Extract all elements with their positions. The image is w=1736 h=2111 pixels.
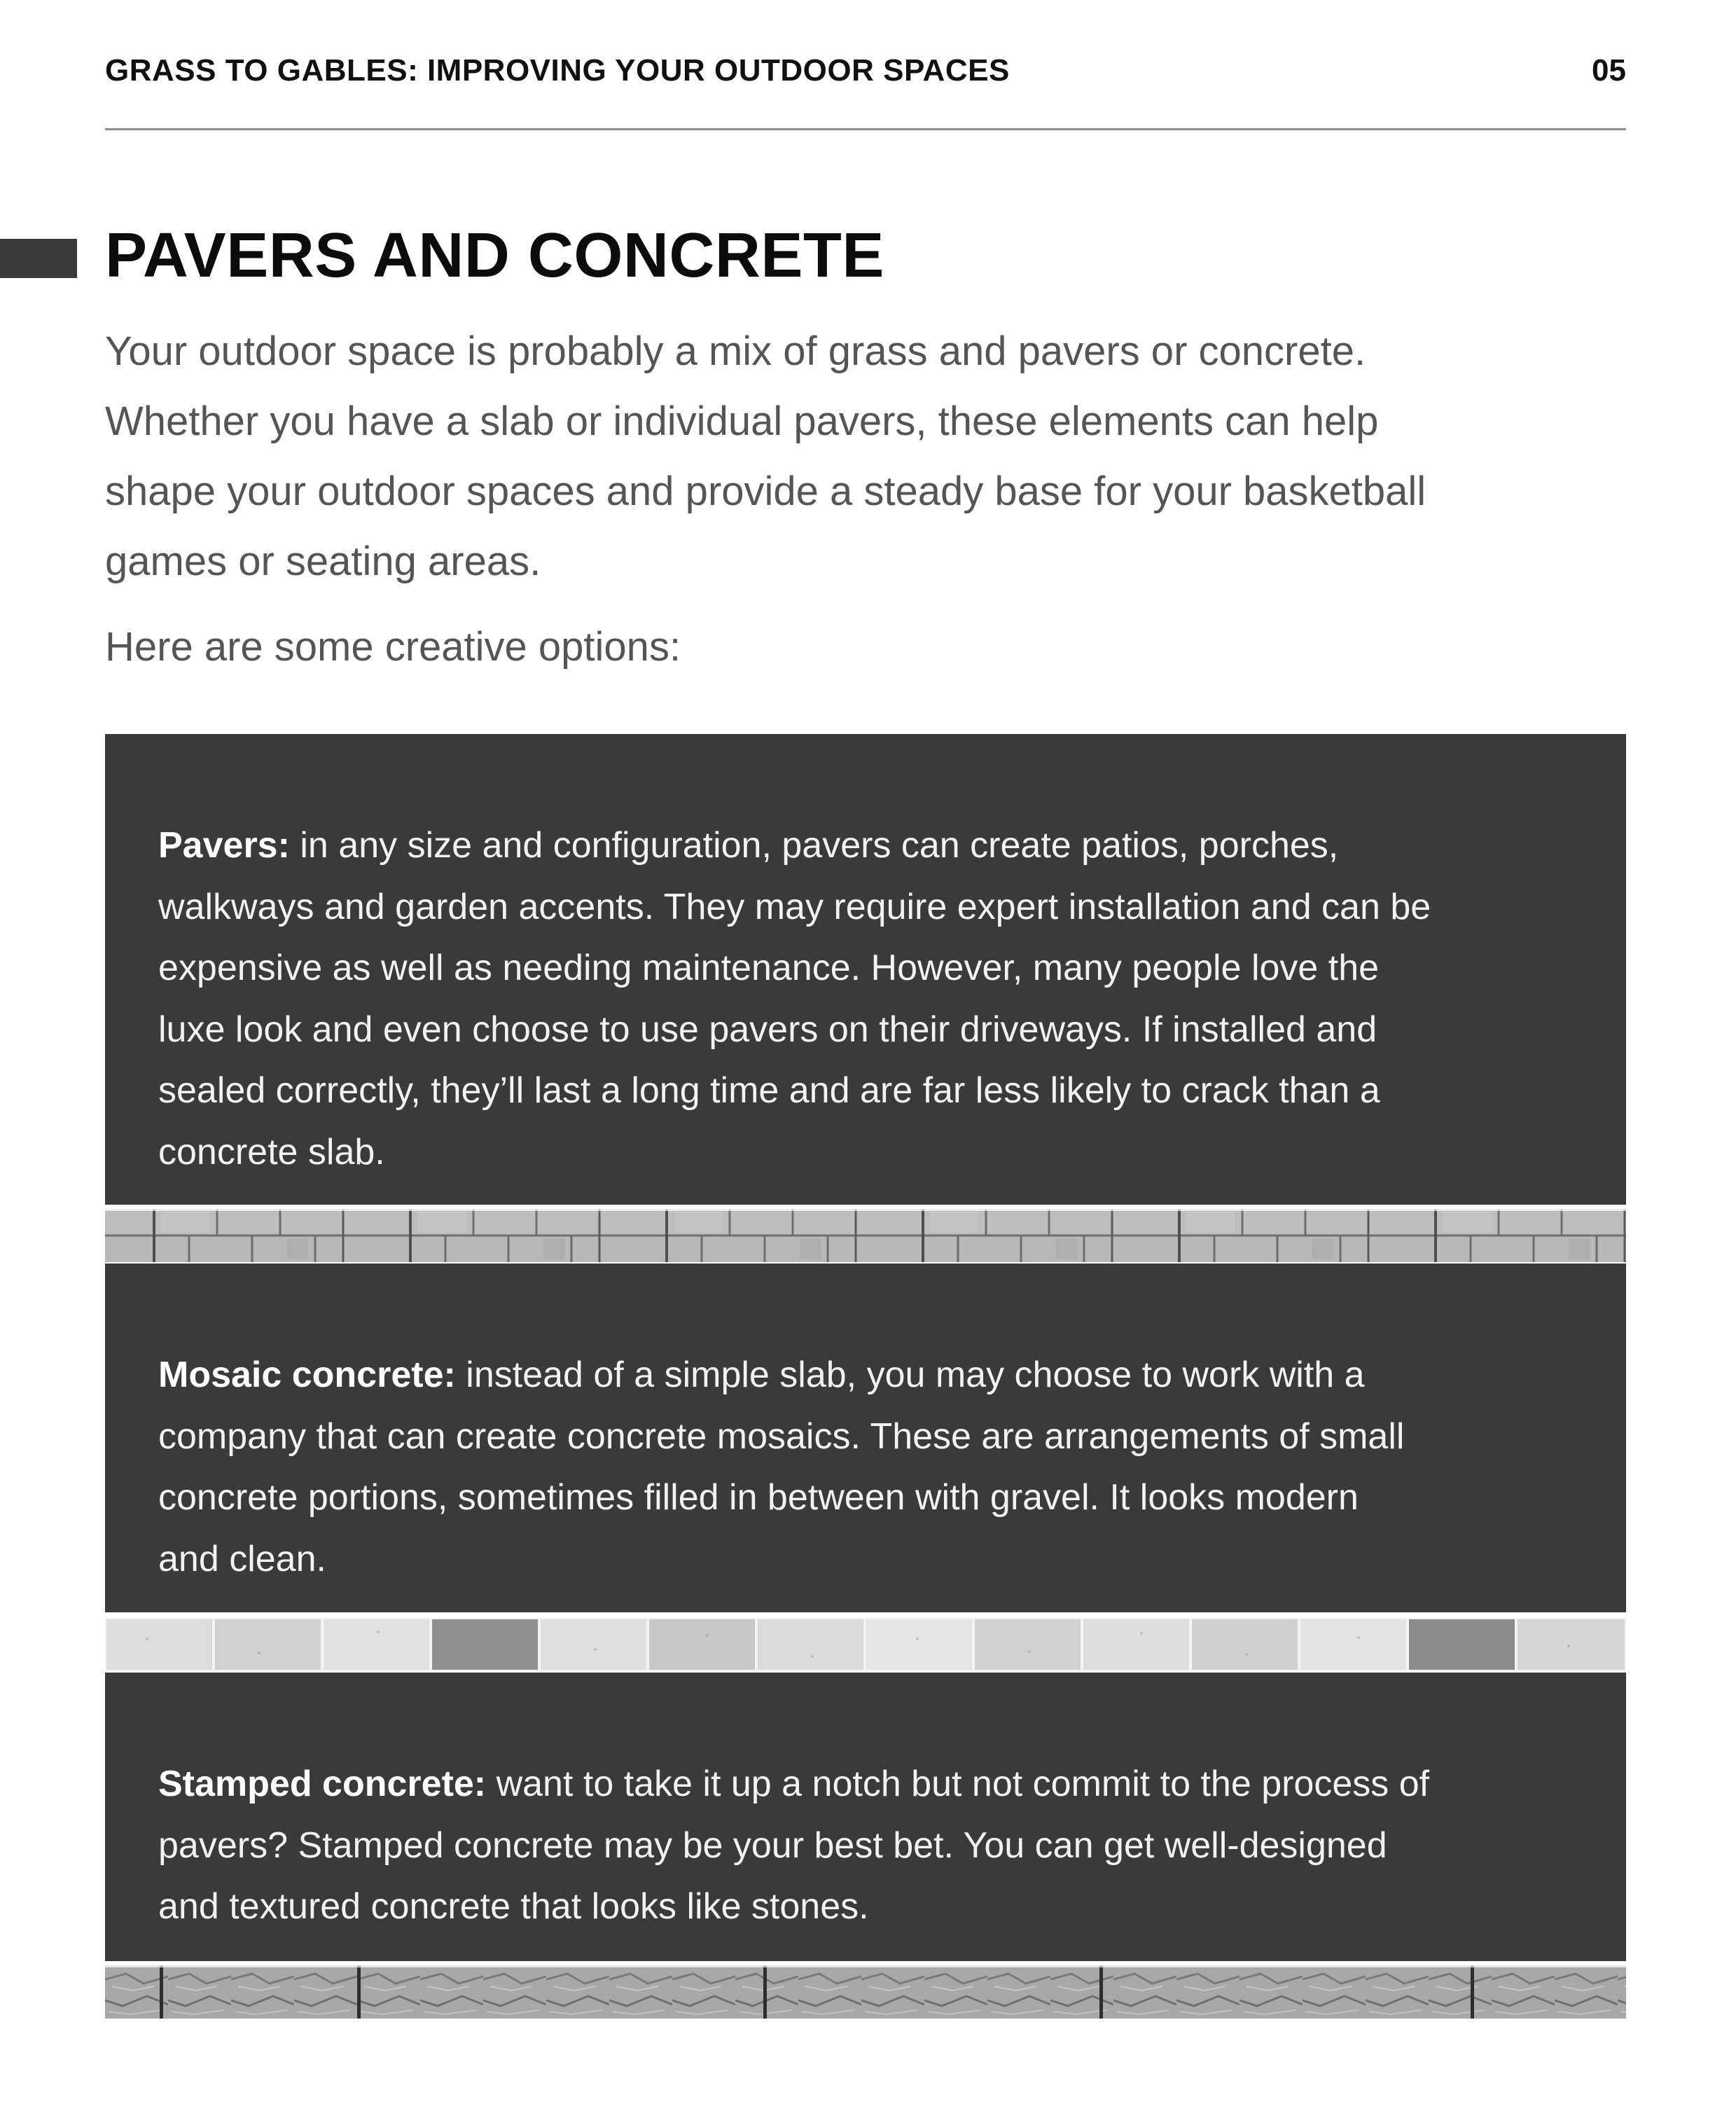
- options-lead: Here are some creative options:: [105, 624, 681, 670]
- mosaic-concrete-texture: [105, 1618, 1626, 1671]
- page-number: 05: [1592, 53, 1626, 88]
- option-panel-pavers: [105, 734, 1626, 1205]
- option-line: pavers? Stamped concrete may be your best bet. You can get well-designed: [158, 1825, 1387, 1866]
- option-line: expensive as well as needing maintenance. However, many people love the: [158, 948, 1380, 988]
- option-line: in any size and configuration, pavers can create patios, porches,: [289, 825, 1339, 866]
- option-text: [158, 815, 1573, 1183]
- option-line: walkways and garden accents. They may require expert installation and can be: [158, 886, 1431, 927]
- document-title: GRASS TO GABLES: IMPROVING YOUR OUTDOOR SPACES: [105, 53, 1010, 88]
- option-line: want to take it up a notch but not commit to the process of: [486, 1764, 1430, 1804]
- intro-line: games or seating areas.: [105, 539, 541, 584]
- intro-line: shape your outdoor spaces and provide a steady base for your basketball: [105, 469, 1426, 514]
- option-line: concrete portions, sometimes filled in between with gravel. It looks modern: [158, 1477, 1359, 1518]
- option-line: instead of a simple slab, you may choose to work with a: [455, 1355, 1365, 1395]
- stamped-texture-graphic: [105, 1965, 1626, 2019]
- option-line: luxe look and even choose to use pavers on their driveways. If installed and: [158, 1009, 1377, 1050]
- section-marker: [0, 239, 77, 278]
- option-line: company that can create concrete mosaics. These are arrangements of small: [158, 1416, 1405, 1457]
- intro-line: Whether you have a slab or individual pavers, these elements can help: [105, 399, 1379, 444]
- paver-texture-graphic: [105, 1209, 1626, 1262]
- option-line: concrete slab.: [158, 1131, 385, 1172]
- paver-brick-texture: [105, 1209, 1626, 1262]
- section-title: PAVERS AND CONCRETE: [105, 221, 884, 291]
- option-term: Pavers:: [158, 825, 290, 866]
- option-text: [158, 1345, 1573, 1590]
- option-line: sealed correctly, they’ll last a long time and are far less likely to crack than a: [158, 1070, 1380, 1111]
- option-line: and textured concrete that looks like stones.: [158, 1886, 869, 1927]
- option-panel-stamped-concrete: [105, 1673, 1626, 1961]
- option-term: Stamped concrete:: [158, 1764, 487, 1804]
- option-line: and clean.: [158, 1538, 326, 1579]
- stamped-stone-texture: [105, 1965, 1626, 2019]
- section-intro: [105, 317, 1626, 597]
- option-term: Mosaic concrete:: [158, 1355, 456, 1395]
- mosaic-texture-graphic: [105, 1618, 1626, 1671]
- option-panel-mosaic-concrete: [105, 1264, 1626, 1612]
- page-header: [105, 49, 1626, 130]
- option-text: [158, 1754, 1573, 1938]
- intro-line: Your outdoor space is probably a mix of grass and pavers or concrete.: [105, 328, 1366, 374]
